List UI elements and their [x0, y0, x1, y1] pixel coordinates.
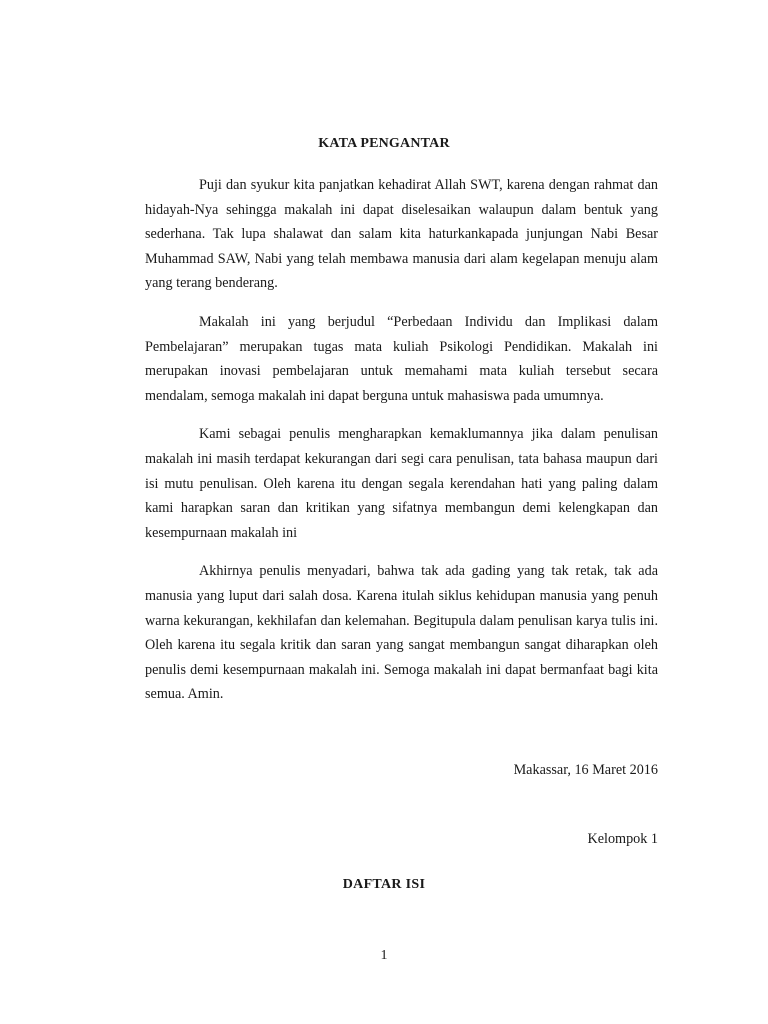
place-date: Makassar, 16 Maret 2016: [513, 762, 658, 778]
page-title: KATA PENGANTAR: [318, 136, 450, 151]
paragraph-2: Makalah ini yang berjudul “Perbedaan Individu dan Implikasi dalam Pembelajaran” merupakan tugas mata kuliah Psikologi Pendidikan. Makalah ini merupakan inovasi pembelajaran untuk memahami mata kuliah tersebut secara mendalam, semoga makalah ini dapat berguna untuk mahasiswa pada umumnya.: [145, 313, 658, 404]
author-signoff: Kelompok 1: [587, 831, 658, 847]
document-body: [145, 173, 658, 721]
section-heading-daftar-isi: DAFTAR ISI: [342, 877, 426, 892]
page-number: 1: [380, 948, 388, 963]
paragraph-4: Akhirnya penulis menyadari, bahwa tak ada gading yang tak retak, tak ada manusia yang luput dari salah dosa. Karena itulah siklus kehidupan manusia yang penuh warna kekurangan, kekhilafan dan kelemahan. Begitupula dalam penulisan karya tulis ini. Oleh karena itu segala kritik dan saran yang sangat membangun sangat diharapkan oleh penulis demi kesempurnaan makalah ini. Semoga makalah ini dapat bermanfaat bagi kita semua. Amin.: [145, 563, 658, 703]
paragraph-1: Puji dan syukur kita panjatkan kehadirat Allah SWT, karena dengan rahmat dan hidayah-Nya sehingga makalah ini dapat diselesaikan walaupun dalam bentuk yang sederhana. Tak lupa shalawat dan salam kita haturkankapada junjungan Nabi Besar Muhammad SAW, Nabi yang telah membawa manusia dari alam kegelapan menuju alam yang terang benderang.: [145, 177, 658, 292]
paragraph-3: Kami sebagai penulis mengharapkan kemaklumannya jika dalam penulisan makalah ini masih terdapat kekurangan dari segi cara penulisan, tata bahasa maupun dari isi mutu penulisan. Oleh karena itu dengan segala kerendahan hati yang paling dalam kami harapkan saran dan kritikan yang sifatnya membangun demi kelengkapan dan kesempurnaan makalah ini: [145, 426, 658, 541]
